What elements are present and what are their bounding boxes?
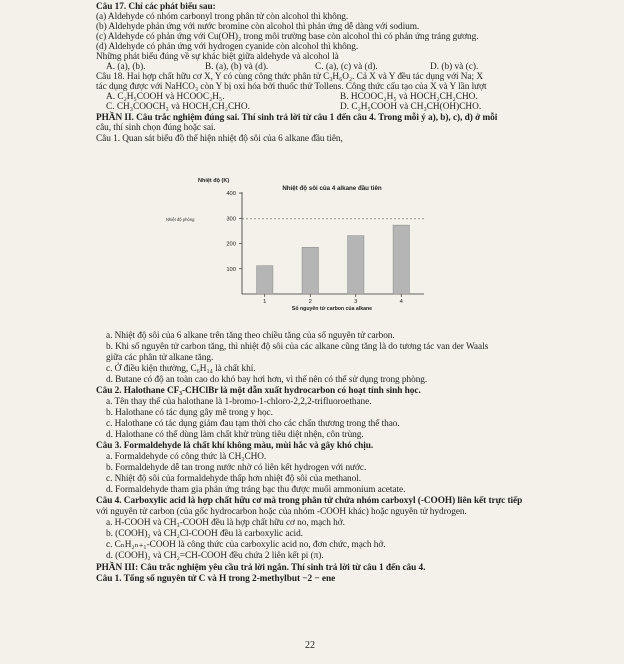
q1-item-c: c. Ở điều kiện thường, C₆H₁₄ là chất khí. <box>106 364 256 374</box>
q18-line-2: tác dụng được với NaHCO₃ còn Y bị oxi hóa bởi thuốc thử Tollens. Công thức cấu tạo của X và Y lần lượt <box>96 82 487 92</box>
q4-title-line-1: Câu 4. Carboxylic acid là hợp chất hữu cơ mà trong phân tử chứa nhóm carboxyl (-COOH) liên kết trực tiếp <box>96 496 523 506</box>
q4-item-c: c. CₙH₂ₙ₊₁-COOH là công thức của carboxylic acid no, đơn chức, mạch hở. <box>106 540 386 550</box>
q3-item-c: c. Nhiệt độ sôi của formaldehyde thấp hơn nhiệt độ sôi của methanol. <box>106 474 362 484</box>
q2-item-b: b. Halothane có tác dụng gây mê trong y học. <box>106 408 273 418</box>
room-temperature-label: Nhiệt độ phòng <box>166 216 195 222</box>
q4-item-a: a. H-COOH và CH₃-COOH đều là hợp chất hữu cơ no, mạch hở. <box>106 518 345 528</box>
chart-x-tick-label-1: 1 <box>263 299 267 305</box>
q17-statement-d: (d) Aldehyde có phản ứng với hydrogen cyanide còn alcohol thì không. <box>96 42 359 52</box>
part3-q1: Câu 1. Tổng số nguyên tử C và H trong 2-methylbut −2 − ene <box>96 574 336 584</box>
chart-title: Nhiệt độ sôi của 4 alkane đầu tiên <box>282 185 382 192</box>
chart-x-tick-label-2: 2 <box>308 299 312 305</box>
q17-option-c: C. (a), (c) và (d). <box>315 62 378 72</box>
q18-option-d: D. C₂H₅COOH và CH₃CH(OH)CHO. <box>340 102 482 112</box>
q3-item-a: a. Formaldehyde có công thức là CH₃CHO. <box>106 452 267 462</box>
chart-bar-4 <box>393 225 409 294</box>
q2-item-c: c. Halothane có tác dụng giảm đau tạm thời cho các chấn thương trong thể thao. <box>106 419 400 429</box>
q2-item-a: a. Tên thay thế của halothane là 1-bromo-1-chloro-2,2,2-trifluoroethane. <box>106 397 372 407</box>
q3-title: Câu 3. Formaldehyde là chất khí không màu, mùi hắc và gây khó chịu. <box>96 441 374 451</box>
q1-item-b-line-1: b. Khi số nguyên tử carbon tăng, thì nhiệt độ sôi của các alkane cũng tăng là do tương tác van der Waals <box>106 342 489 352</box>
q3-item-d: d. Formaldehyde tham gia phản ứng tráng bạc thu được muối ammonium acetate. <box>106 485 406 495</box>
q18-option-a: A. C₂H₅COOH và HCOOC₂H₅. <box>106 92 225 102</box>
q18-option-b: B. HCOOC₂H₅ và HOCH₂CH₂CHO. <box>340 92 478 102</box>
page-number: 22 <box>305 640 315 651</box>
q17-title: Câu 17. Chỉ các phát biểu sau: <box>96 2 216 12</box>
chart-svg <box>136 174 436 314</box>
chart-x-tick-label-3: 3 <box>354 299 358 305</box>
chart-bar-1 <box>257 266 273 294</box>
q2-title: Câu 2. Halothane CF₃-CHClBr là một dẫn xuất hydrocarbon có hoạt tính sinh học. <box>96 386 421 396</box>
part2-line-2: câu, thí sinh chọn đúng hoặc sai. <box>96 123 216 133</box>
q17-option-d: D. (b) và (c). <box>430 62 479 72</box>
chart-y-tick-label-0: 100 <box>226 266 236 273</box>
q17-option-b: B. (a), (b) và (d). <box>205 62 269 72</box>
chart-y-tick-label-2: 300 <box>226 216 236 223</box>
q17-statement-b: (b) Aldehyde phản ứng với nước bromine còn alcohol thì phản ứng dễ dàng với sodium. <box>96 22 420 32</box>
q18-option-c: C. CH₃COOCH₃ và HOCH₂CH₂CHO. <box>106 102 250 112</box>
q17-option-a: A. (a), (b). <box>106 62 146 72</box>
chart-y-axis-title: Nhiệt độ (K) <box>198 178 230 184</box>
q17-statement-a: (a) Aldehyde có nhóm carbonyl trong phân tử còn alcohol thì không. <box>96 12 349 22</box>
chart-y-tick-label-3: 400 <box>226 191 236 198</box>
q3-item-b: b. Formaldehyde dễ tan trong nước nhờ có liên kết hydrogen với nước. <box>106 463 367 473</box>
part2-q1-title: Câu 1. Quan sát biểu đồ thể hiện nhiệt độ sôi của 6 alkane đầu tiên, <box>96 134 343 144</box>
chart-bar-2 <box>302 247 318 294</box>
chart-x-tick-label-4: 4 <box>399 299 403 305</box>
part2-line-1: PHẦN II. Câu trắc nghiệm đúng sai. Thí sinh trả lời từ câu 1 đến câu 4. Trong mỗi ý a), b), c), d) ở mỗi <box>96 113 498 123</box>
q4-item-d: d. (COOH)₂ và CH₂=CH-COOH đều chứa 2 liên kết pi (π). <box>106 551 324 561</box>
q17-statement-c: (c) Aldehyde có phản ứng với Cu(OH)₂ trong môi trường base còn alcohol thì có phản ứng tráng gương. <box>96 32 479 42</box>
chart-y-tick-label-1: 200 <box>226 241 236 248</box>
q1-item-a: a. Nhiệt độ sôi của 6 alkane trên tăng theo chiều tăng của số nguyên tử carbon. <box>106 331 395 341</box>
q4-title-line-2: với nguyên tử carbon (của gốc hydrocarbon hoặc của nhóm -COOH khác) hoặc nguyên tử hydrogen. <box>96 507 467 517</box>
q18-line-1: Câu 18. Hai hợp chất hữu cơ X, Y có cùng công thức phân tử C₃H₆O₂. Cả X và Y đều tác dụng với Na; X <box>96 72 483 82</box>
part3-heading: PHẦN III: Câu trắc nghiệm yêu cầu trả lời ngắn. Thí sinh trả lời từ câu 1 đến câu 4. <box>96 563 426 573</box>
q2-item-d: d. Halothane có thể dùng làm chất khử trùng tiêu diệt nhện, côn trùng. <box>106 430 364 440</box>
chart-x-axis-title: Số nguyên tử carbon của alkane <box>291 306 373 312</box>
q4-item-b: b. (COOH)₂ và CH₂Cl-COOH đều là carboxylic acid. <box>106 529 303 539</box>
q17-question: Những phát biểu đúng về sự khác biệt giữa aldehyde và alcohol là <box>96 52 339 62</box>
q1-item-b-line-2: giữa các phân tử alkane tăng. <box>106 353 214 363</box>
chart-bar-3 <box>348 236 364 294</box>
boiling-point-chart <box>136 174 436 314</box>
q1-item-d: d. Butane có độ an toàn cao do khó bay hơi hơn, vì thế nên có thể sử dụng trong phòng. <box>106 375 428 385</box>
